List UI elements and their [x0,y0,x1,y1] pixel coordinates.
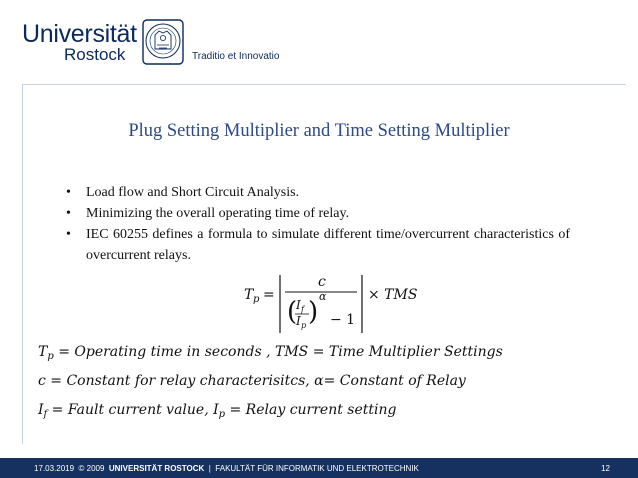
formula-numerator: c [318,274,326,290]
header-divider [22,84,626,85]
logo-motto: Traditio et Innovatio [192,51,280,62]
footer-copyright: © 2009 [78,464,105,473]
ratio-den-sub: p [301,321,307,330]
definition-line [38,369,503,398]
footer-page-number: 12 [601,464,610,473]
footer-text [34,464,419,473]
definition-line [38,340,503,369]
def-text: = Fault current value, [47,402,214,418]
def-symbol-sub: f [43,409,48,420]
university-seal-icon [142,19,184,65]
paren-left: ( [287,297,298,327]
def-symbol: T [38,344,48,360]
definitions-block [38,340,503,427]
formula-lhs: T [244,287,254,303]
bullet-list [66,182,570,266]
logo-university-text: Universität [22,20,137,48]
def-symbol-2-sub: p [218,409,226,420]
def-text: = Operating time in seconds , TMS = Time Multiplier Settings [53,344,503,360]
bullet-item [66,224,570,266]
bullet-text: Load flow and Short Circuit Analysis. [86,185,300,200]
iec-formula [0,270,638,338]
paren-right: ) [308,297,319,327]
def-symbol: I [38,402,44,418]
ratio-den: I [296,314,301,328]
bullet-text: Minimizing the overall operating time of relay. [86,206,350,221]
formula-lhs-sub: p [253,294,260,305]
formula-multiplier: × TMS [368,287,418,303]
bullet-item [66,203,570,224]
def-text: = Constant for relay characterisitcs, α= Constant of Relay [45,373,466,389]
def-text-2: = Relay current setting [225,402,397,418]
logo-city-text: Rostock [64,45,126,64]
ratio-num-sub: f [301,305,304,314]
bullet-dot-icon: • [66,185,71,200]
formula-minus-one: − 1 [330,312,356,328]
def-symbol-sub: p [47,351,54,362]
def-symbol-2: I [213,402,219,418]
slide-title: Plug Setting Multiplier and Time Setting Multiplier [128,121,510,141]
formula-exponent: α [319,290,327,303]
def-symbol: c [38,373,46,389]
footer-date: 17.03.2019 [34,464,75,473]
bullet-item [66,182,570,203]
footer-faculty: FAKULTÄT FÜR INFORMATIK UND ELEKTROTECHNIK [215,464,419,473]
slide-footer [0,458,638,478]
definition-line [38,398,503,427]
slide-header [0,0,638,82]
bullet-dot-icon: • [66,206,71,221]
bullet-dot-icon: • [66,227,71,242]
footer-separator: | [208,464,211,473]
bullet-text: IEC 60255 defines a formula to simulate different time/overcurrent characteristics of overcurrent relays. [86,227,570,263]
formula-equals: = [263,287,275,303]
ratio-num: I [296,298,301,312]
footer-university: UNIVERSITÄT ROSTOCK [108,464,205,473]
